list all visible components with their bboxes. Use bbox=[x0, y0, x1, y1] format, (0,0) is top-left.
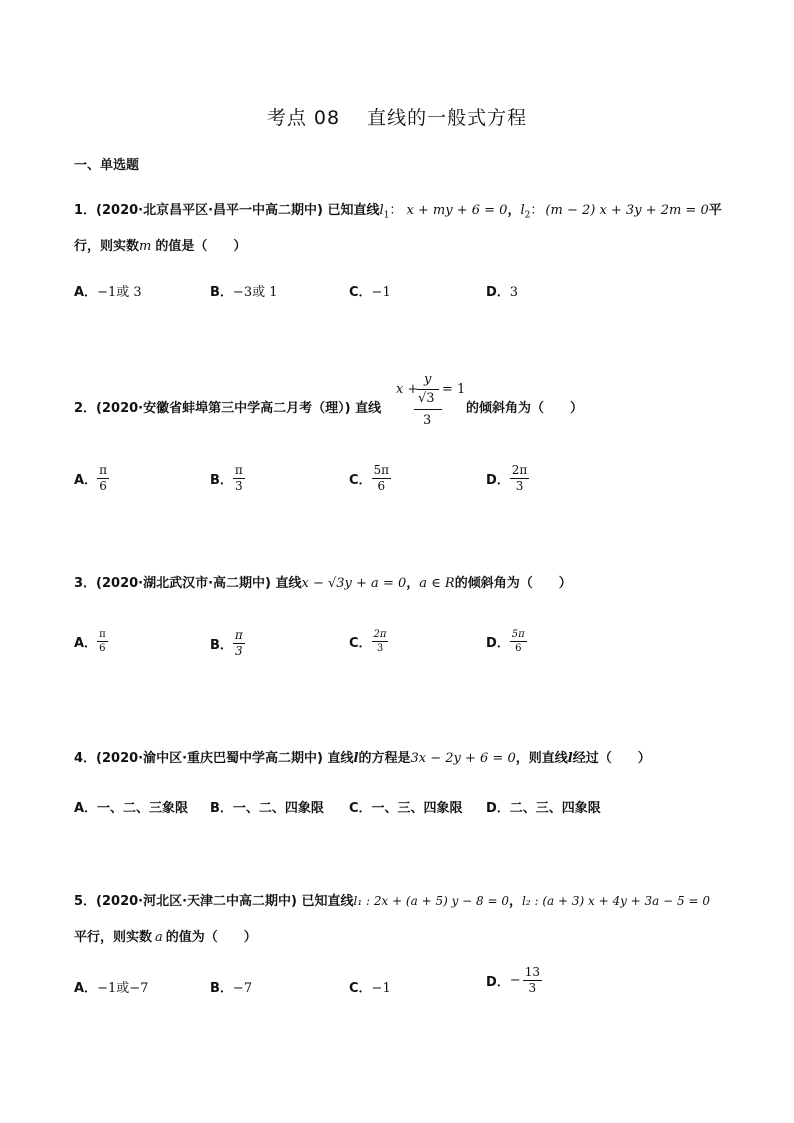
q3-mid: ， bbox=[406, 576, 420, 591]
q2-option-a: A． $\frac{\pi}{6}$ bbox=[74, 463, 107, 493]
q1-line2-suffix: 的值是（ ） bbox=[155, 239, 247, 254]
q5-line2: 平行，则实数 bbox=[74, 930, 153, 945]
q3-option-d: D． $\frac{5\pi}{6}$ bbox=[486, 629, 525, 654]
q5-separator: ， bbox=[509, 894, 523, 909]
q4-equation: 3x − 2y + 6 = 0 bbox=[410, 751, 516, 766]
q1-l2-sub: 2 bbox=[524, 210, 531, 221]
q2-option-c: C． $\frac{5\pi}{6}$ bbox=[349, 463, 390, 493]
q4-l-2: l bbox=[567, 751, 573, 766]
q4-mid2: ，则直线 bbox=[515, 751, 568, 766]
question-5-line-1 bbox=[74, 890, 710, 909]
q2-eq-3: 3 bbox=[423, 413, 432, 428]
q4-prefix: 4．(2020·渝中区·重庆巴蜀中学高二期中) 直线 bbox=[74, 751, 354, 766]
q4-option-c: C．一、三、四象限 bbox=[349, 801, 463, 816]
q4-mid1: 的方程是 bbox=[358, 751, 411, 766]
q5-prefix: 5．(2020·河北区·天津二中高二期中) 已知直线 bbox=[74, 894, 354, 909]
q1-l2-equation: (m − 2) x + 3y + 2m = 0 bbox=[545, 203, 709, 218]
q3-option-b: B． $\frac{\pi}{3}$ bbox=[210, 628, 243, 658]
q2-eq-x: x + bbox=[396, 382, 419, 397]
q5-option-d: D．− $\frac{13}{3}$ bbox=[486, 965, 540, 995]
q5-option-c: C．−1 bbox=[349, 981, 391, 996]
q4-l: l bbox=[353, 751, 359, 766]
q1-separator: ， bbox=[507, 203, 521, 218]
q5-l2: l₂ : (a + 3) x + 4y + 3a − 5 = 0 bbox=[522, 894, 710, 908]
q5-option-b: B．−7 bbox=[210, 981, 253, 996]
q1-option-a: A．−1或 3 bbox=[74, 285, 142, 300]
q3-equation: x − √3y + a = 0 bbox=[301, 576, 407, 591]
q5-line2-suffix: 的值为（ ） bbox=[165, 930, 257, 945]
q4-option-a: A．一、二、三象限 bbox=[74, 801, 189, 816]
question-3-line bbox=[74, 572, 572, 591]
q2-eq-rhs: = 1 bbox=[442, 382, 466, 397]
q1-l1-label: l bbox=[379, 203, 384, 218]
q1-option-b: B．−3或 1 bbox=[210, 285, 278, 300]
q2-option-d: D． $\frac{2\pi}{3}$ bbox=[486, 463, 528, 493]
section-heading: 一、单选题 bbox=[74, 158, 140, 173]
q1-l1-sub: 1 bbox=[383, 210, 390, 221]
question-2-prefix: 2．(2020·安徽省蚌埠第三中学高二月考（理）) 直线 bbox=[74, 401, 382, 416]
q5-l1: l₁ : 2x + (a + 5) y − 8 = 0 bbox=[353, 894, 509, 908]
q1-line2-prefix: 行，则实数 bbox=[74, 239, 140, 254]
q5-variable: a bbox=[155, 930, 163, 945]
q2-eq-sqrt3: √3 bbox=[418, 391, 435, 406]
q2-equation bbox=[396, 372, 466, 436]
question-2-suffix: 的倾斜角为（ ） bbox=[466, 401, 584, 416]
question-1-line-2 bbox=[74, 235, 246, 254]
q3-option-a: A． $\frac{\pi}{6}$ bbox=[74, 629, 106, 654]
q1-l2-label: l bbox=[520, 203, 525, 218]
q2-option-b: B． $\frac{\pi}{3}$ bbox=[210, 463, 243, 493]
q3-condition: a ∈ R bbox=[419, 576, 455, 591]
q3-prefix: 3．(2020·湖北武汉市·高二期中) 直线 bbox=[74, 576, 302, 591]
question-1-line-1: 1．(2020·北京昌平区·昌平一中高二期中) 已知直线$l_1$： x + my + 6 = 0，$l_2$： (m − 2) x + 3y + 2m = 0平 bbox=[74, 203, 722, 221]
q3-option-c: C． $\frac{2\pi}{3}$ bbox=[349, 629, 387, 654]
question-4-line bbox=[74, 747, 651, 766]
q4-option-b: B．一、二、四象限 bbox=[210, 801, 324, 816]
q1-variable: m bbox=[139, 239, 152, 254]
q1-option-c: C．−1 bbox=[349, 285, 391, 300]
q3-suffix: 的倾斜角为（ ） bbox=[454, 576, 572, 591]
q1-line1-suffix: 平 bbox=[708, 203, 722, 218]
q1-l1-equation: x + my + 6 = 0 bbox=[406, 203, 508, 218]
q4-suffix: 经过（ ） bbox=[572, 751, 651, 766]
question-5-line-2 bbox=[74, 926, 257, 945]
q5-option-a: A．−1或−7 bbox=[74, 981, 149, 996]
q2-eq-y: y bbox=[424, 372, 432, 387]
q1-prefix: 1．(2020·北京昌平区·昌平一中高二期中) 已知直线 bbox=[74, 203, 380, 218]
q1-option-d: D．3 bbox=[486, 285, 519, 300]
q4-option-d: D．二、三、四象限 bbox=[486, 801, 601, 816]
page-title: 考点 08 直线的一般式方程 bbox=[266, 107, 528, 129]
